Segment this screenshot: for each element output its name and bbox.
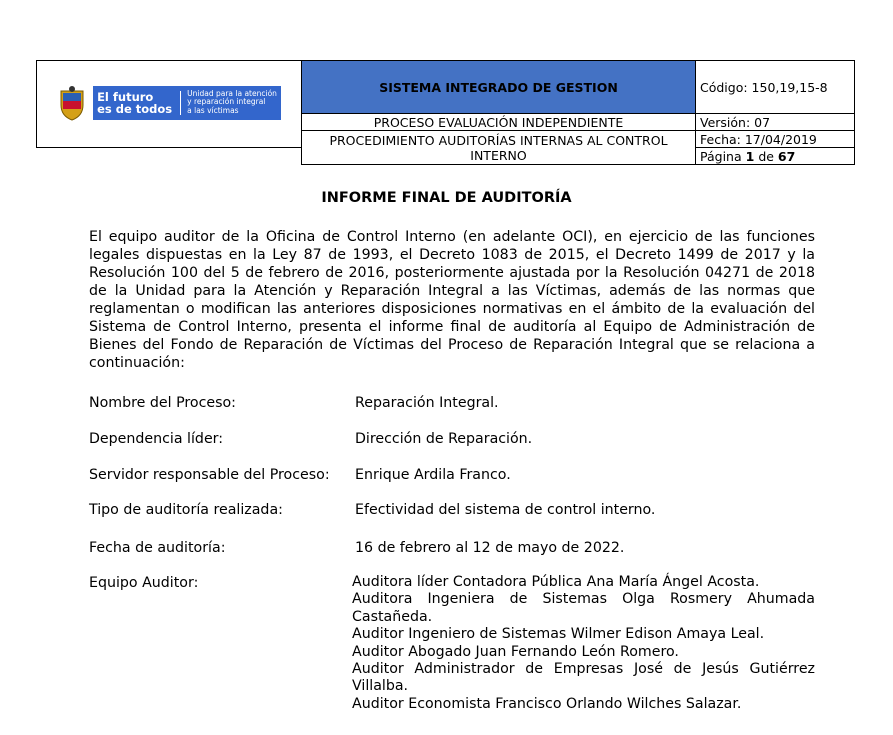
page-total: 67 (777, 148, 796, 164)
intro-paragraph: El equipo auditor de la Oficina de Control Interno (en adelante OCI), en ejercicio de las funciones legales dispuestas en la Ley 87 de 1993, el Decreto 1083 de 2015, el Decreto 1499 de 2017 y la Resolución 100 del 5 de febrero de 2016, posteriormente ajustada por la Resolución 04271 de 2018 de la Unidad para la Atención y Reparación Integral a las Víctimas, además de las normas que reglamentan o modifican las anteriores disposiciones normativas en el ámbito de la evaluación del Sistema de Control Interno, presenta el informe final de auditoría al Equipo de Administración de Bienes del Fondo de Reparación de Víctimas del Proceso de Reparación Integral que se relaciona a continuación: (89, 229, 815, 371)
process-name: PROCESO EVALUACIÓN INDEPENDIENTE (302, 114, 696, 131)
team-member: Auditor Administrador de Empresas José de Jesús Gutiérrez Villalba. (352, 661, 815, 695)
system-title: SISTEMA INTEGRADO DE GESTION (302, 61, 696, 114)
logo-cell (37, 61, 302, 148)
document-date: Fecha: 17/04/2019 (696, 131, 855, 148)
government-logo (57, 85, 281, 121)
unit-line-1: Unidad para la atención (187, 88, 277, 98)
unit-line-3: a las víctimas (187, 105, 239, 115)
team-member: Auditora líder Contadora Pública Ana María Ángel Acosta. (352, 574, 760, 590)
document-header-table (36, 60, 855, 165)
brand-slogan (97, 91, 181, 115)
document-version: Versión: 07 (696, 114, 855, 131)
procedure-name: PROCEDIMIENTO AUDITORÍAS INTERNAS AL CONTROL INTERNO (302, 131, 696, 165)
unit-name (187, 90, 277, 116)
team-member: Auditora Ingeniera de Sistemas Olga Rosmery Ahumada Castañeda. (352, 591, 815, 625)
report-title: INFORME FINAL DE AUDITORÍA (321, 190, 572, 206)
team-member: Auditor Ingeniero de Sistemas Wilmer Edison Amaya Leal. (352, 626, 765, 643)
team-member: Auditor Economista Francisco Orlando Wilches Salazar. (352, 695, 742, 712)
brand-line-2: es de todos (97, 101, 173, 116)
page-number: Página 1 de 67 (696, 148, 855, 165)
page-current: 1 (745, 148, 755, 164)
document-code: Código: 150,19,15-8 (696, 61, 855, 114)
brand-line-1: El futuro (97, 89, 154, 104)
coat-of-arms-icon (57, 85, 87, 121)
brand-box (93, 86, 281, 120)
unit-line-2: y reparación integral (187, 97, 266, 107)
audit-team-list (352, 574, 815, 713)
team-member: Auditor Abogado Juan Fernando León Romero. (352, 643, 679, 660)
